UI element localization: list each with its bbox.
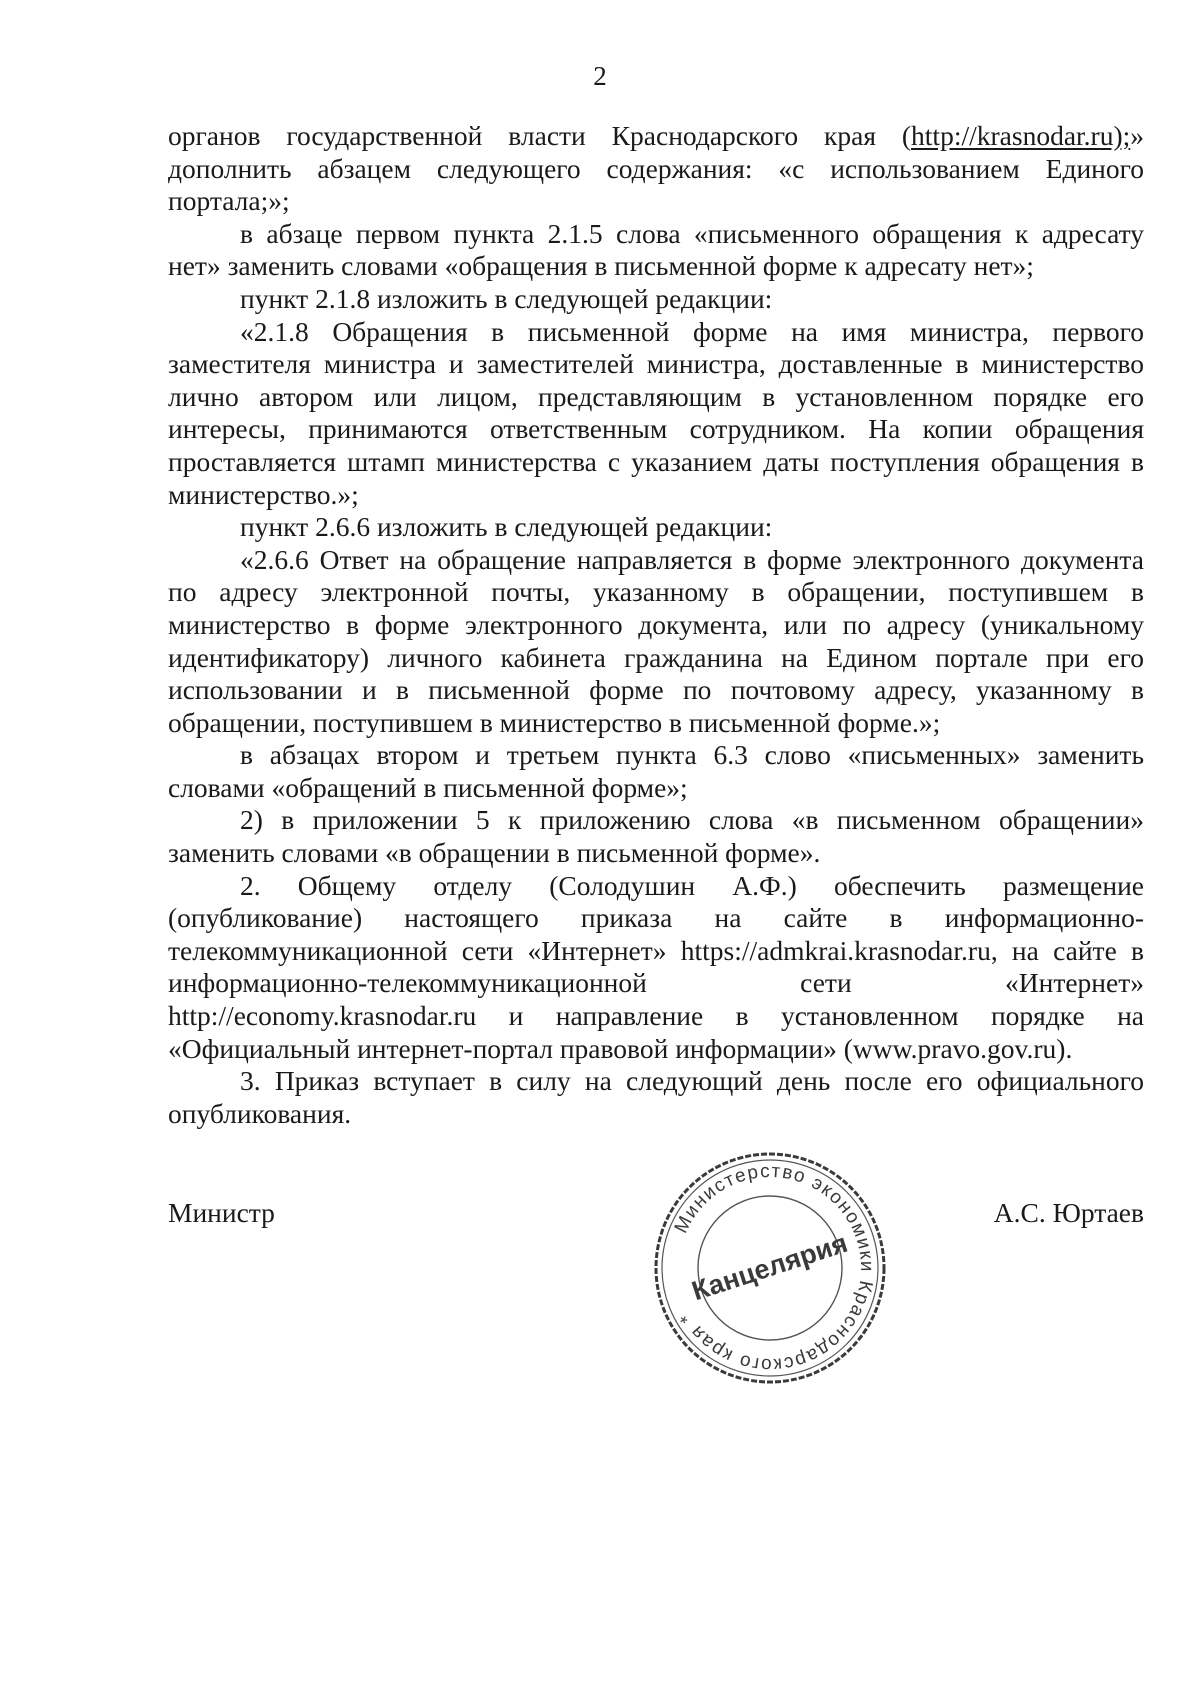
paragraph-8: 2) в приложении 5 к приложению слова «в письменном обращении» заменить словами «в обращении в письменной форме». xyxy=(168,804,1144,869)
paragraph-6: «2.6.6 Ответ на обращение направляется в форме электронного документа по адресу электронной почты, указанному в обращении, поступившем в министерство в форме электронного документа, или по адресу (уникальному идентификатору) личного кабинета гражданина на Едином портале при его использовании и в письменной форме по почтовому адресу, указанному в обращении, поступившем в министерство в письменной форме.»; xyxy=(168,543,1144,738)
paragraph-2: в абзаце первом пункта 2.1.5 слова «письменного обращения к адресату нет» заменить словами «обращения в письменной форме к адресату нет»; xyxy=(168,217,1144,282)
office-stamp xyxy=(650,1148,890,1388)
page-number: 2 xyxy=(593,61,607,91)
paragraph-10: 3. Приказ вступает в силу на следующий день после его официального опубликования. xyxy=(168,1065,1144,1129)
stamp-ring-text: Министерство экономики Краснодарского края * xyxy=(670,1160,878,1376)
stamp-center-text: Канцелярия xyxy=(688,1227,852,1307)
paragraph-1-text-b: » дополнить абзацем следующего содержания: «с использованием Единого портала;»; xyxy=(168,120,1144,217)
document-body xyxy=(168,120,1144,1130)
paragraph-1 xyxy=(168,120,1144,218)
paragraph-3: пункт 2.1.8 изложить в следующей редакции: xyxy=(240,282,773,314)
paragraph-1-text-a: органов государственной власти Краснодарского края ( xyxy=(168,120,912,151)
krasnodar-link[interactable]: http://krasnodar.ru); xyxy=(911,120,1131,151)
paragraph-9: 2. Общему отделу (Солодушин А.Ф.) обеспечить размещение (опубликование) настоящего приказа на сайте в информационно-телекоммуникационной сети «Интернет» https://admkrai.krasnodar.ru, на сайте в информационно-телекоммуникационной сети «Интернет» http://economy.krasnodar.ru и направление в установленном порядке на «Официальный интернет-портал правовой информации» (www.pravo.gov.ru). xyxy=(168,869,1144,1064)
paragraph-5: пункт 2.6.6 изложить в следующей редакции: xyxy=(240,511,773,543)
paragraph-7: в абзацах втором и третьем пункта 6.3 слово «письменных» заменить словами «обращений в письменной форме»; xyxy=(168,739,1144,803)
stamp-seal-icon xyxy=(650,1148,890,1388)
signatory-title: Министр xyxy=(168,1197,275,1228)
signatory-name: А.С. Юртаев xyxy=(993,1197,1144,1228)
paragraph-4: «2.1.8 Обращения в письменной форме на имя министра, первого заместителя министра и заместителей министра, доставленные в министерство лично автором или лицом, представляющим в установленном порядке его интересы, принимаются ответственным сотрудником. На копии обращения проставляется штамп министерства с указанием даты поступления обращения в министерство.»; xyxy=(168,315,1144,510)
